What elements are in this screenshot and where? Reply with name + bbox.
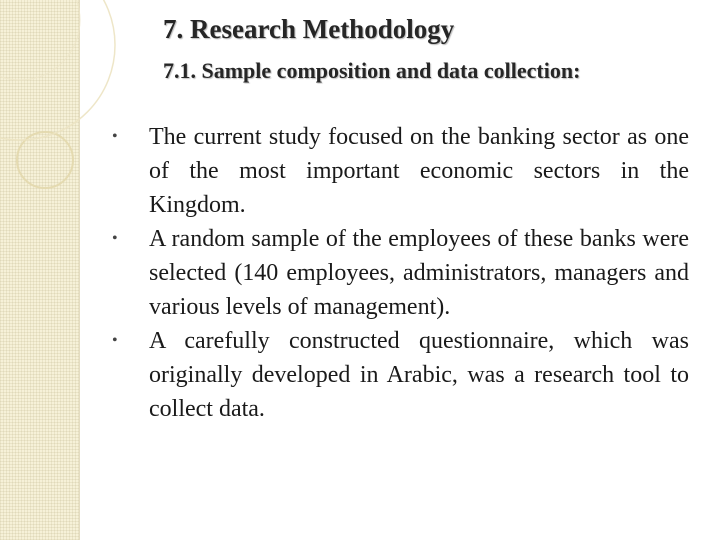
bullet-icon: •: [112, 332, 118, 349]
bullet-item: [112, 120, 689, 222]
bullet-icon: •: [112, 128, 118, 145]
slide-subtitle: 7.1. Sample composition and data collection:: [163, 58, 581, 83]
bullet-text: The current study focused on the banking sector as one of the most important economic sectors in the Kingdom.: [149, 124, 689, 218]
slide-title: 7. Research Methodology: [163, 14, 455, 44]
bullet-list: [112, 120, 689, 426]
bullet-text: A random sample of the employees of these banks were selected (140 employees, administrators, managers and various levels of management).: [149, 226, 689, 320]
bullet-text: A carefully constructed questionnaire, which was originally developed in Arabic, was a research tool to collect data.: [149, 328, 689, 422]
bullet-item: [112, 324, 689, 426]
bullet-icon: •: [112, 230, 118, 247]
bullet-item: [112, 222, 689, 324]
decorative-side-strip: [0, 0, 80, 540]
